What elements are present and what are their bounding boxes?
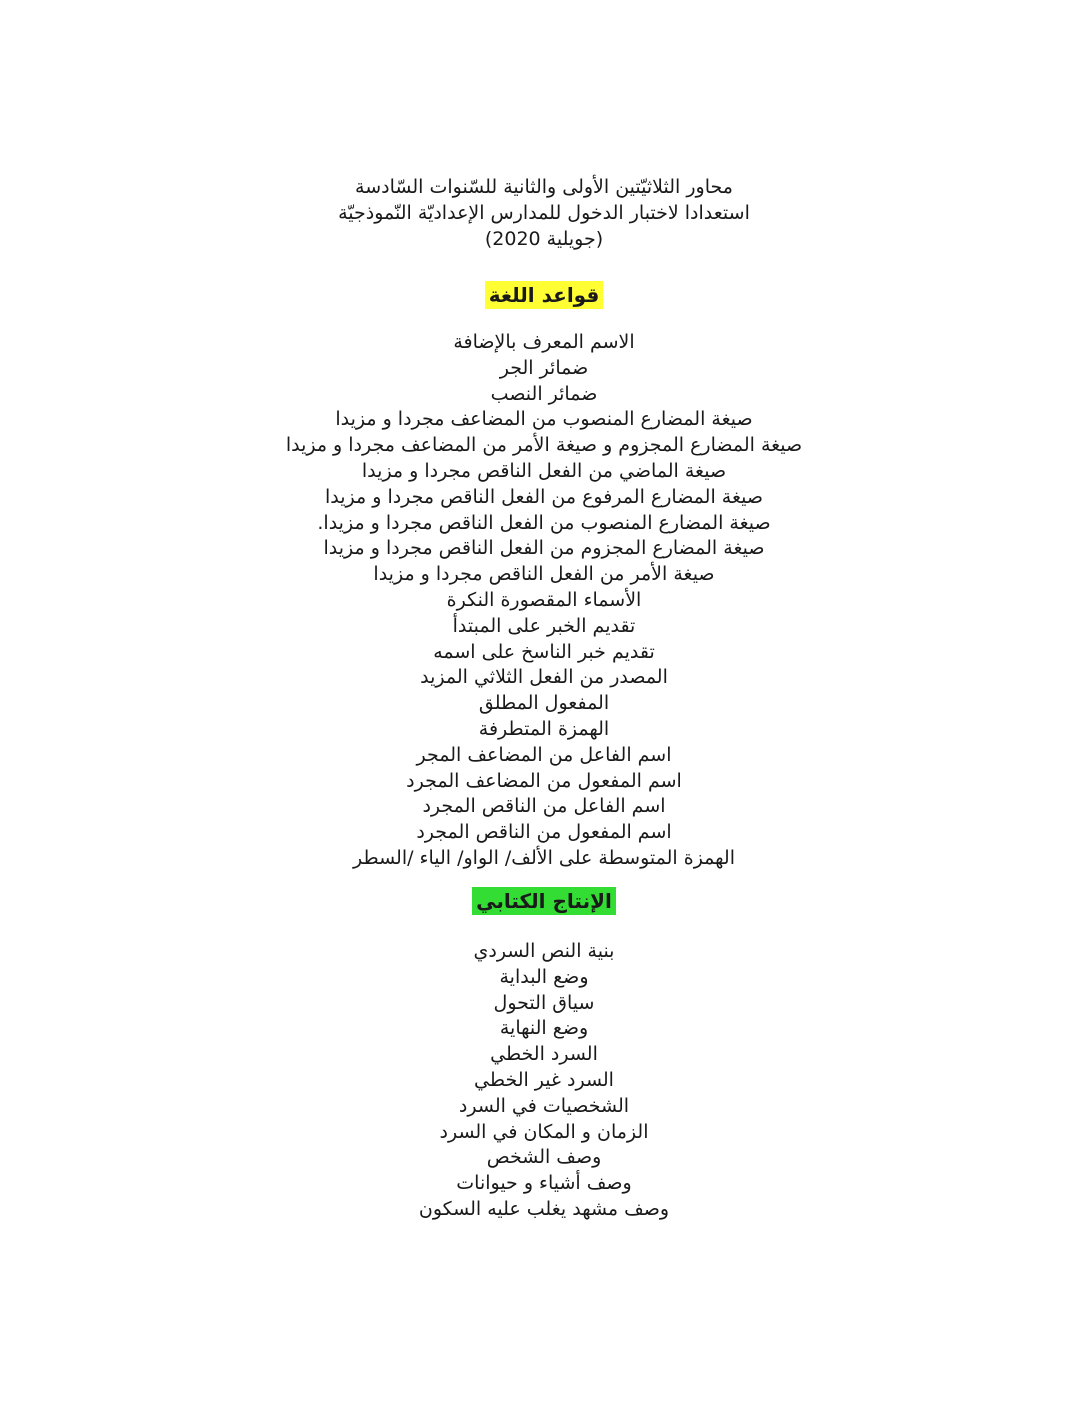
grammar-topic-item: اسم الفاعل من الناقص المجرد [422, 795, 666, 818]
writing-topic-item: سياق التحول [493, 991, 595, 1014]
grammar-topic-item: صيغة المضارع المنصوب من المضاعف مجردا و مزيدا [335, 408, 753, 431]
section-heading-wrap-grammar [0, 281, 1088, 309]
grammar-topic-item: المصدر من الفعل الثلاثي المزيد [420, 666, 668, 689]
writing-topic-item: وصف مشهد يغلب عليه السكون [418, 1197, 670, 1220]
grammar-topic-item: صيغة الماضي من الفعل الناقص مجردا و مزيدا [361, 459, 727, 482]
grammar-topic-item: الهمزة المتوسطة على الألف/ الواو/ الياء /السطر [353, 846, 735, 869]
header-line-1: محاور الثلاثيّتين الأولى والثانية للسّنوات السّادسة [355, 176, 733, 198]
grammar-topics-list [0, 330, 1088, 872]
writing-topics-list [0, 939, 1088, 1223]
grammar-topic-item: تقديم الخبر على المبتدأ [452, 614, 636, 637]
writing-topic-item: وصف الشخص [486, 1146, 602, 1169]
writing-topic-item: بنية النص السردي [473, 940, 615, 962]
grammar-topic-item: صيغة المضارع المجزوم من الفعل الناقص مجردا و مزيدا [323, 537, 765, 560]
grammar-topic-item: اسم الفاعل من المضاعف المجر [416, 743, 672, 766]
writing-topic-item: الشخصيات في السرد [458, 1094, 630, 1117]
grammar-topic-item: الأسماء المقصورة النكرة [446, 588, 642, 611]
grammar-topic-item: الاسم المعرف بالإضافة [453, 331, 635, 353]
grammar-topic-item: صيغة المضارع المجزوم و صيغة الأمر من المضاعف مجردا و مزيدا [285, 434, 803, 457]
grammar-topic-item: الهمزة المتطرفة [478, 717, 610, 740]
section-heading-writing: الإنتاج الكتابي [472, 887, 616, 915]
grammar-topic-item: صيغة المضارع المنصوب من الفعل الناقص مجردا و مزيدا. [317, 511, 771, 534]
writing-topic-item: السرد غير الخطي [474, 1068, 614, 1091]
writing-topic-item: السرد الخطي [490, 1043, 598, 1066]
grammar-topic-item: صيغة الأمر من الفعل الناقص مجردا و مزيدا [373, 563, 715, 586]
section-heading-wrap-writing [0, 887, 1088, 915]
writing-topic-item: الزمان و المكان في السرد [439, 1120, 649, 1143]
section-heading-grammar: قواعد اللغة [485, 281, 604, 309]
grammar-topic-item: ضمائر النصب [490, 382, 598, 405]
header-line-2: استعدادا لاختبار الدخول للمدارس الإعداديّة النّموذجيّة [338, 202, 750, 224]
writing-topic-item: وضع النهاية [499, 1017, 589, 1040]
writing-topic-item: وضع البداية [499, 965, 589, 988]
grammar-topic-item: اسم المفعول من المضاعف المجرد [406, 769, 682, 792]
grammar-topic-item: اسم المفعول من الناقص المجرد [416, 821, 672, 844]
grammar-topic-item: ضمائر الجر [499, 356, 589, 379]
grammar-topic-item: تقديم خبر الناسخ على اسمه [433, 640, 655, 663]
document-header [0, 174, 1088, 252]
header-line-3: (جويلية 2020) [484, 228, 604, 250]
grammar-topic-item: المفعول المطلق [478, 692, 610, 715]
grammar-topic-item: صيغة المضارع المرفوع من الفعل الناقص مجردا و مزيدا [324, 485, 763, 508]
writing-topic-item: وصف أشياء و حيوانات [456, 1172, 632, 1195]
